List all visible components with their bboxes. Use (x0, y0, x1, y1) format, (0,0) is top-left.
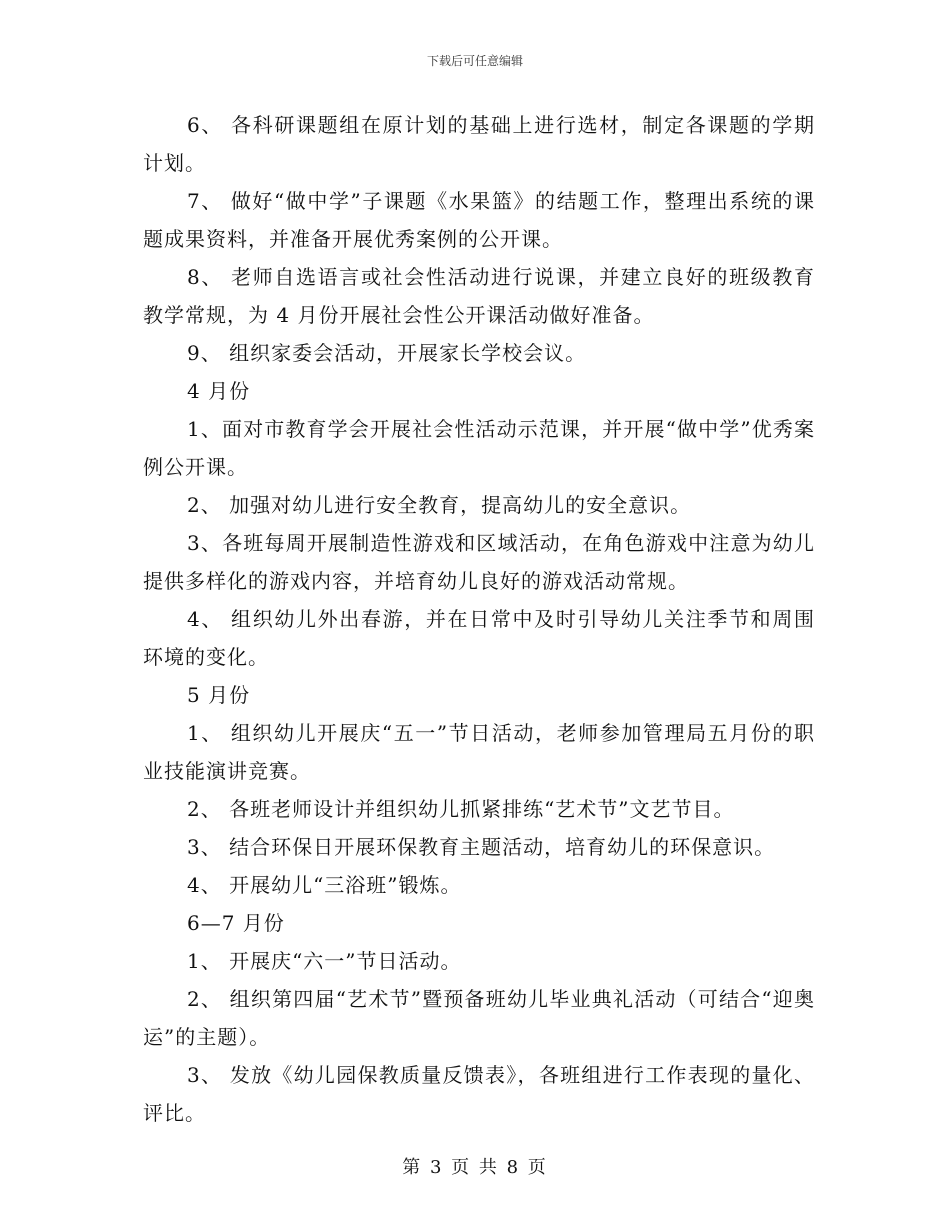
paragraph-item-6: 6、 各科研课题组在原计划的基础上进行选材，制定各课题的学期计划。 (143, 113, 815, 175)
paragraph-may-3: 3、 结合环保日开展环保教育主题活动，培育幼儿的环保意识。 (187, 835, 776, 859)
paragraph-june-july-3: 3、 发放《幼儿园保教质量反馈表》，各班组进行工作表现的量化、评比。 (143, 1063, 815, 1125)
paragraph-may-4: 4、 开展幼儿“三浴班”锻炼。 (187, 873, 462, 897)
paragraph-june-july-2: 2、 组织第四届“艺术节”暨预备班幼儿毕业典礼活动（可结合“迎奥运”的主题）。 (143, 987, 815, 1049)
paragraph-april-1: 1、面对市教育学会开展社会性活动示范课，并开展“做中学”优秀案例公开课。 (143, 417, 815, 479)
section-heading-june-july: 6—7 月份 (187, 911, 285, 935)
section-heading-april: 4 月份 (187, 379, 251, 403)
document-body (143, 106, 815, 1132)
page-header-note: 下载后可任意编辑 (426, 54, 523, 68)
paragraph-item-7: 7、 做好“做中学”子课题《水果篮》的结题工作，整理出系统的课题成果资料，并准备开展优秀案例的公开课。 (143, 189, 815, 251)
paragraph-june-july-1: 1、 开展庆“六一”节日活动。 (187, 949, 462, 973)
page-number: 第 3 页 共 8 页 (402, 1157, 548, 1178)
paragraph-item-9: 9、 组织家委会活动，开展家长学校会议。 (187, 341, 587, 365)
paragraph-item-8: 8、 老师自选语言或社会性活动进行说课，并建立良好的班级教育教学常规，为 4 月份开展社会性公开课活动做好准备。 (143, 265, 815, 327)
paragraph-april-2: 2、 加强对幼儿进行安全教育，提高幼儿的安全意识。 (187, 493, 692, 517)
paragraph-april-3: 3、各班每周开展制造性游戏和区域活动，在角色游戏中注意为幼儿提供多样化的游戏内容，并培育幼儿良好的游戏活动常规。 (143, 531, 815, 593)
paragraph-may-1: 1、 组织幼儿开展庆“五一”节日活动，老师参加管理局五月份的职业技能演讲竞赛。 (143, 721, 815, 783)
paragraph-may-2: 2、 各班老师设计并组织幼儿抓紧排练“艺术节”文艺节目。 (187, 797, 735, 821)
section-heading-may: 5 月份 (187, 683, 251, 707)
paragraph-april-4: 4、 组织幼儿外出春游，并在日常中及时引导幼儿关注季节和周围环境的变化。 (143, 607, 815, 669)
